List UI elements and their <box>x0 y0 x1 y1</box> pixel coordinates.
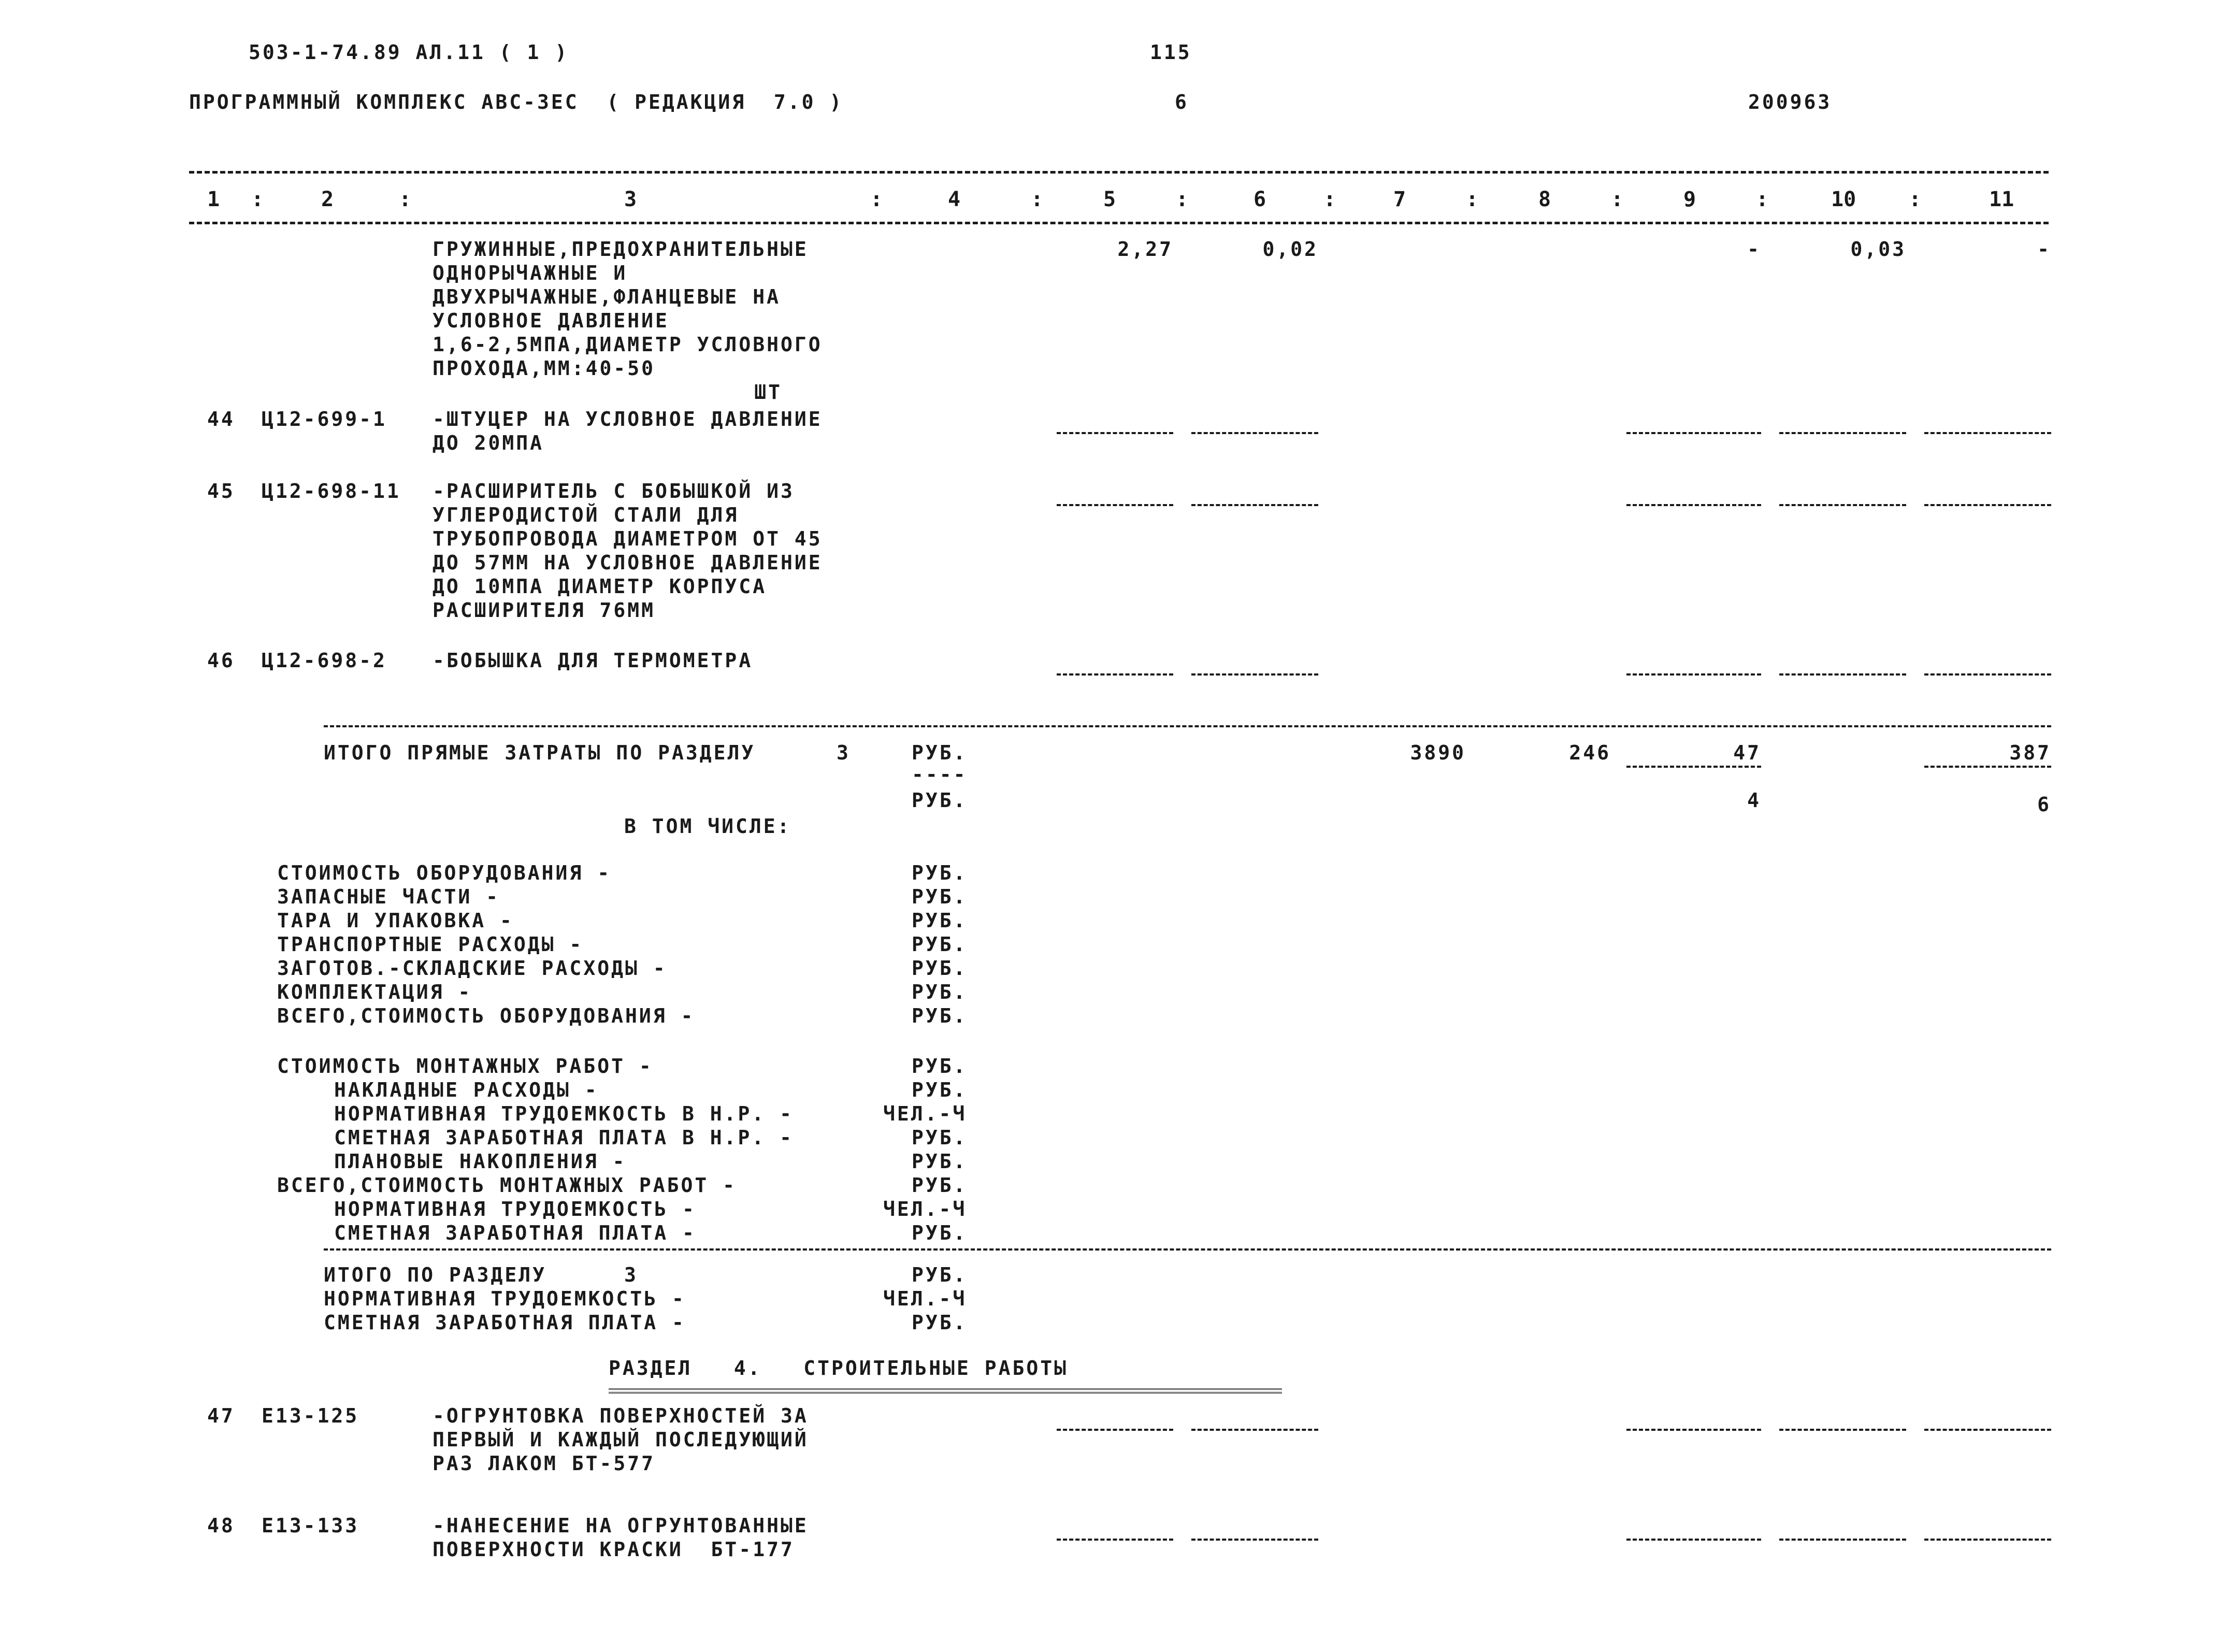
cell-col6: 0,02 <box>1262 238 1318 261</box>
column-separator: : <box>870 188 883 211</box>
dashed-rule <box>1779 1429 1906 1431</box>
column-separator: : <box>1909 188 1922 211</box>
totals-direct-label: ИТОГО ПРЯМЫЕ ЗАТРАТЫ ПО РАЗДЕЛУ <box>324 741 756 764</box>
cell-col11: 387 <box>2009 741 2051 764</box>
column-number: 10 <box>1831 188 1856 211</box>
item-description-line: ГРУЖИННЫЕ,ПРЕДОХРАНИТЕЛЬНЫЕ <box>433 238 809 261</box>
item-description-line: ОДНОРЫЧАЖНЫЕ И <box>433 262 628 284</box>
item-description-line: УСЛОВНОЕ ДАВЛЕНИЕ <box>433 309 669 332</box>
dashed-rule <box>1924 1539 2051 1541</box>
dashed-rule <box>1779 673 1906 676</box>
cost-label: СТОИМОСТЬ ОБОРУДОВАНИЯ - <box>277 861 612 884</box>
item-description-line: ДО 20МПА <box>433 432 544 454</box>
dashed-rule <box>1057 673 1173 676</box>
cell-col7: 3890 <box>1410 741 1466 764</box>
dashed-rule <box>1057 504 1173 506</box>
cost-label: ПЛАНОВЫЕ НАКОПЛЕНИЯ - <box>334 1150 627 1173</box>
cost-label: ВСЕГО,СТОИМОСТЬ МОНТАЖНЫХ РАБОТ - <box>277 1174 737 1197</box>
rate-code: Ц12-699-1 <box>262 408 387 430</box>
unit-label: РУБ. <box>912 885 968 908</box>
cost-label: СМЕТНАЯ ЗАРАБОТНАЯ ПЛАТА В Н.Р. - <box>334 1126 794 1149</box>
cost-label: НОРМАТИВНАЯ ТРУДОЕМКОСТЬ В Н.Р. - <box>334 1102 794 1125</box>
dashed-rule <box>1924 504 2051 506</box>
item-description-line: ПРОХОДА,ММ:40-50 <box>433 357 656 380</box>
unit-label: ЧЕЛ.-Ч <box>883 1287 967 1310</box>
item-description-line: РАЗ ЛАКОМ БТ-577 <box>433 1452 656 1475</box>
unit-dash: ---- <box>912 763 968 786</box>
column-number: 9 <box>1683 188 1696 211</box>
cost-label: НОРМАТИВНАЯ ТРУДОЕМКОСТЬ - <box>334 1198 696 1220</box>
row-number: 44 <box>207 408 235 430</box>
unit-label: РУБ. <box>912 1263 968 1286</box>
dashed-rule <box>1779 1539 1906 1541</box>
cost-label: СТОИМОСТЬ МОНТАЖНЫХ РАБОТ - <box>277 1055 653 1078</box>
item-description-line: -БОБЫШКА ДЛЯ ТЕРМОМЕТРА <box>433 649 753 672</box>
section-separator <box>324 725 2051 727</box>
column-number: 11 <box>1989 188 2014 211</box>
rate-code: Е13-133 <box>262 1514 359 1537</box>
dashed-rule <box>1626 504 1761 506</box>
cell-col8: 246 <box>1569 741 1611 764</box>
column-number: 3 <box>624 188 637 211</box>
dashed-rule <box>1924 432 2051 434</box>
dashed-rule <box>1626 1539 1761 1541</box>
column-number: 7 <box>1393 188 1406 211</box>
program-title: ПРОГРАММНЫЙ КОМПЛЕКС АВС-3ЕС ( РЕДАКЦИЯ 7.0 ) <box>189 91 844 113</box>
dashed-rule <box>1779 432 1906 434</box>
cost-label: ЗАПАСНЫЕ ЧАСТИ - <box>277 885 500 908</box>
cell-col10: 0,03 <box>1850 238 1906 261</box>
cost-label: НАКЛАДНЫЕ РАСХОДЫ - <box>334 1079 599 1101</box>
section-separator <box>324 1248 2051 1251</box>
cell-col11-sub: 6 <box>2037 793 2051 816</box>
unit-label: РУБ. <box>912 1055 968 1078</box>
unit-of-measure: ШТ <box>754 381 782 404</box>
unit-label: РУБ. <box>912 1150 968 1173</box>
row-number: 47 <box>207 1404 235 1427</box>
rate-code: Е13-125 <box>262 1404 359 1427</box>
column-number: 5 <box>1103 188 1116 211</box>
rate-code: Ц12-698-11 <box>262 480 401 502</box>
column-separator: : <box>1176 188 1189 211</box>
column-separator: : <box>399 188 412 211</box>
column-number: 2 <box>321 188 334 211</box>
column-number: 1 <box>207 188 220 211</box>
section-number: 3 <box>624 1263 638 1286</box>
dashed-rule <box>1191 1539 1318 1541</box>
item-description-line: -РАСШИРИТЕЛЬ С БОБЫШКОЙ ИЗ <box>433 480 795 502</box>
unit-label: РУБ. <box>912 861 968 884</box>
column-separator: : <box>251 188 264 211</box>
cost-label: ТРАНСПОРТНЫЕ РАСХОДЫ - <box>277 933 584 956</box>
unit-label: РУБ. <box>912 789 968 812</box>
row-number: 46 <box>207 649 235 672</box>
dashed-rule <box>1057 1429 1173 1431</box>
header-top-rule <box>189 171 2049 174</box>
including-label: В ТОМ ЧИСЛЕ: <box>624 815 791 838</box>
header-bottom-rule <box>189 222 2049 224</box>
cost-label: СМЕТНАЯ ЗАРАБОТНАЯ ПЛАТА - <box>334 1222 696 1244</box>
unit-label: РУБ. <box>912 957 968 980</box>
cell-col9-sub: 4 <box>1747 789 1761 812</box>
column-separator: : <box>1756 188 1769 211</box>
dashed-rule <box>1924 1429 2051 1431</box>
row-number: 48 <box>207 1514 235 1537</box>
sheet-number: 6 <box>1175 91 1189 113</box>
form-code: 200963 <box>1748 91 1832 113</box>
dashed-rule <box>1924 766 2051 768</box>
section-total-label: НОРМАТИВНАЯ ТРУДОЕМКОСТЬ - <box>324 1287 686 1310</box>
item-description-line: ПОВЕРХНОСТИ КРАСКИ БТ-177 <box>433 1538 795 1561</box>
dashed-rule <box>1779 504 1906 506</box>
unit-label: РУБ. <box>912 981 968 1003</box>
unit-label: РУБ. <box>912 741 968 764</box>
dashed-rule <box>1191 1429 1318 1431</box>
column-number: 4 <box>948 188 961 211</box>
dashed-rule <box>1191 673 1318 676</box>
unit-label: РУБ. <box>912 1126 968 1149</box>
item-description-line: ДВУХРЫЧАЖНЫЕ,ФЛАНЦЕВЫЕ НА <box>433 285 781 308</box>
unit-label: РУБ. <box>912 1311 968 1334</box>
cost-label: ТАРА И УПАКОВКА - <box>277 909 514 932</box>
item-description-line: ДО 57ММ НА УСЛОВНОЕ ДАВЛЕНИЕ <box>433 551 823 574</box>
section-title-underline <box>609 1388 1282 1394</box>
item-description-line: ПЕРВЫЙ И КАЖДЫЙ ПОСЛЕДУЮЩИЙ <box>433 1428 809 1451</box>
unit-label: ЧЕЛ.-Ч <box>883 1102 967 1125</box>
unit-label: РУБ. <box>912 1174 968 1197</box>
item-description-line: РАСШИРИТЕЛЯ 76ММ <box>433 599 656 622</box>
unit-label: ЧЕЛ.-Ч <box>883 1198 967 1220</box>
section-total-label: ИТОГО ПО РАЗДЕЛУ <box>324 1263 547 1286</box>
dashed-rule <box>1626 673 1761 676</box>
item-description-line: ДО 10МПА ДИАМЕТР КОРПУСА <box>433 575 767 598</box>
item-description-line: -ШТУЦЕР НА УСЛОВНОЕ ДАВЛЕНИЕ <box>433 408 823 430</box>
column-separator: : <box>1466 188 1479 211</box>
dashed-rule <box>1057 432 1173 434</box>
item-description-line: -ОГРУНТОВКА ПОВЕРХНОСТЕЙ ЗА <box>433 1404 809 1427</box>
item-description-line: 1,6-2,5МПА,ДИАМЕТР УСЛОВНОГО <box>433 333 823 356</box>
cost-label: ВСЕГО,СТОИМОСТЬ ОБОРУДОВАНИЯ - <box>277 1004 695 1027</box>
column-separator: : <box>1323 188 1336 211</box>
unit-label: РУБ. <box>912 1079 968 1101</box>
row-number: 45 <box>207 480 235 502</box>
dashed-rule <box>1626 432 1761 434</box>
dashed-rule <box>1924 673 2051 676</box>
dashed-rule <box>1057 1539 1173 1541</box>
section-title: РАЗДЕЛ 4. СТРОИТЕЛЬНЫЕ РАБОТЫ <box>609 1357 1068 1380</box>
dashed-rule <box>1191 432 1318 434</box>
item-description-line: УГЛЕРОДИСТОЙ СТАЛИ ДЛЯ <box>433 504 739 526</box>
cell-col9: 47 <box>1733 741 1761 764</box>
column-separator: : <box>1611 188 1624 211</box>
column-number: 6 <box>1254 188 1266 211</box>
section-total-label: СМЕТНАЯ ЗАРАБОТНАЯ ПЛАТА - <box>324 1311 686 1334</box>
cost-label: ЗАГОТОВ.-СКЛАДСКИЕ РАСХОДЫ - <box>277 957 667 980</box>
unit-label: РУБ. <box>912 909 968 932</box>
item-description-line: ТРУБОПРОВОДА ДИАМЕТРОМ ОТ 45 <box>433 527 823 550</box>
cell-col11: - <box>2037 238 2051 261</box>
column-separator: : <box>1031 188 1044 211</box>
cell-col5: 2,27 <box>1117 238 1173 261</box>
page-number: 115 <box>1150 41 1192 64</box>
column-number: 8 <box>1538 188 1551 211</box>
dashed-rule <box>1191 504 1318 506</box>
item-description-line: -НАНЕСЕНИЕ НА ОГРУНТОВАННЫЕ <box>433 1514 809 1537</box>
cell-col9: - <box>1747 238 1761 261</box>
rate-code: Ц12-698-2 <box>262 649 387 672</box>
cost-label: КОМПЛЕКТАЦИЯ - <box>277 981 472 1003</box>
unit-label: РУБ. <box>912 933 968 956</box>
dashed-rule <box>1626 766 1761 768</box>
dashed-rule <box>1626 1429 1761 1431</box>
unit-label: РУБ. <box>912 1004 968 1027</box>
document-code: 503-1-74.89 АЛ.11 ( 1 ) <box>249 41 569 64</box>
section-number: 3 <box>837 741 851 764</box>
unit-label: РУБ. <box>912 1222 968 1244</box>
